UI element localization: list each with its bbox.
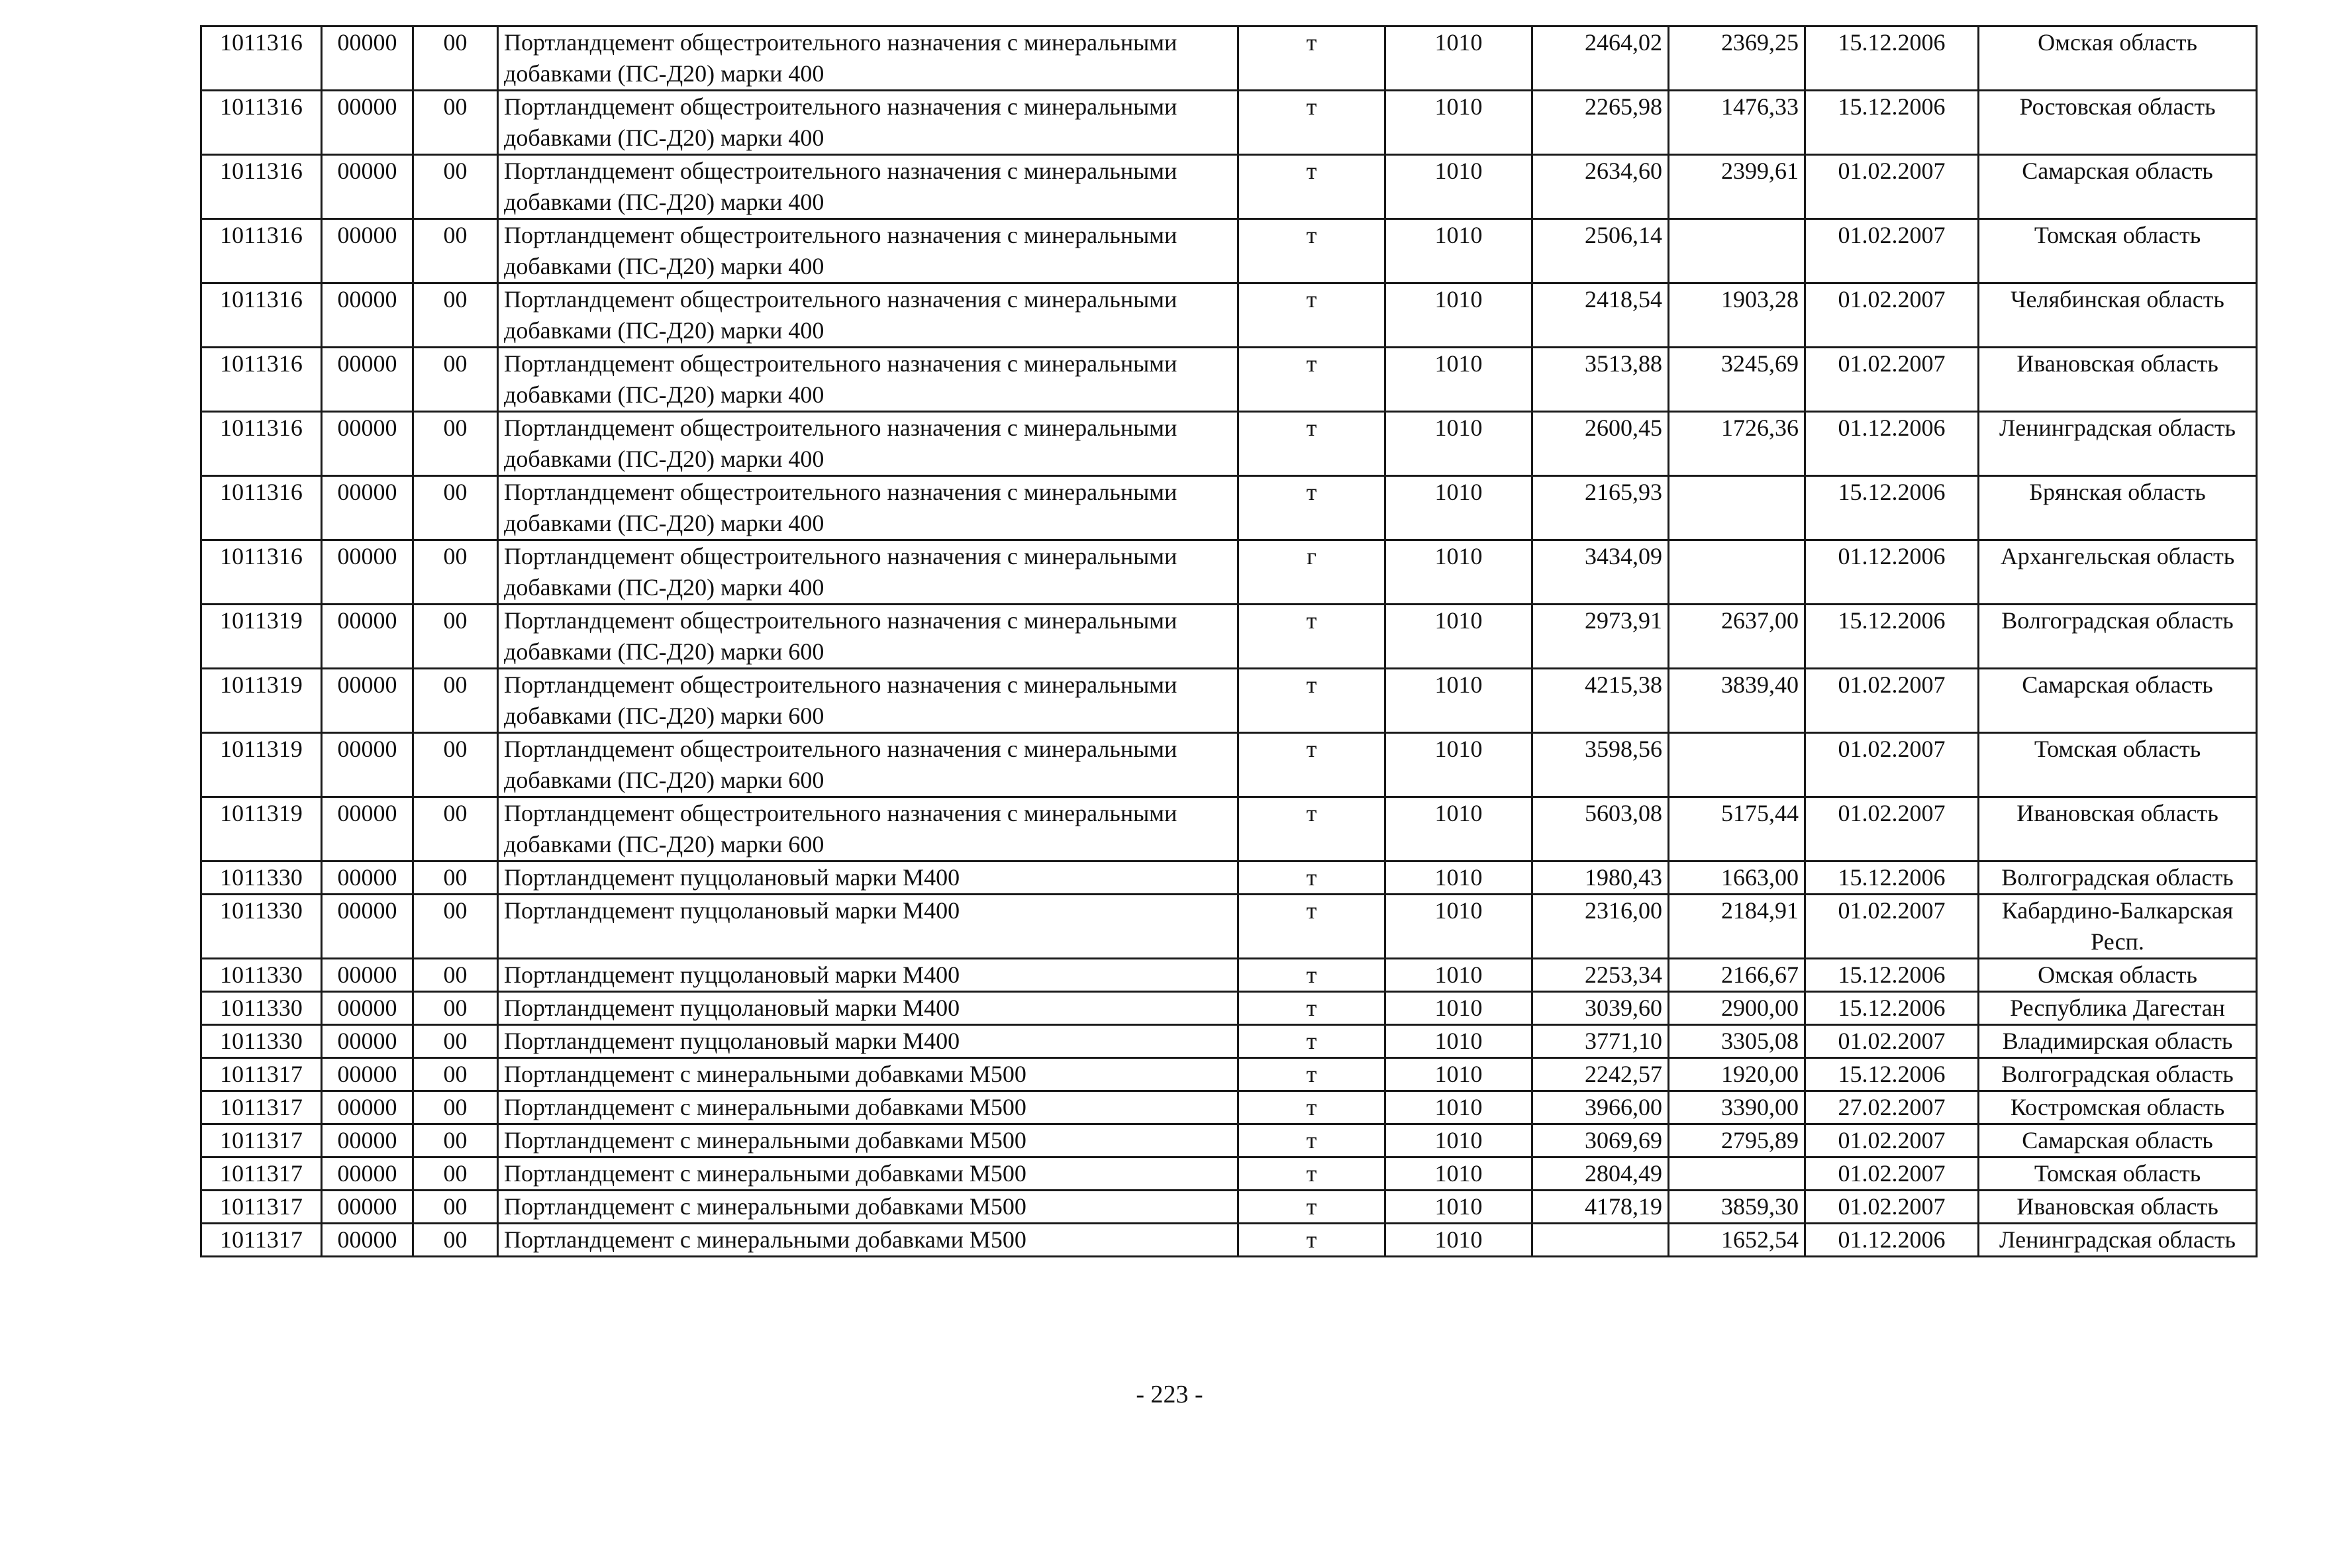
date-cell: 01.12.2006 <box>1805 1224 1979 1257</box>
region-cell: Волгоградская область <box>1979 1058 2257 1091</box>
date-cell: 15.12.2006 <box>1805 476 1979 540</box>
okp-code-cell: 1010 <box>1385 1191 1532 1224</box>
okp-code-cell: 1010 <box>1385 412 1532 476</box>
table-row <box>201 605 2257 669</box>
region-cell: Брянская область <box>1979 476 2257 540</box>
date-cell: 01.02.2007 <box>1805 155 1979 219</box>
okp-code-cell: 1010 <box>1385 605 1532 669</box>
okp-code-cell: 1010 <box>1385 1025 1532 1058</box>
date-cell: 01.02.2007 <box>1805 669 1979 733</box>
date-cell: 15.12.2006 <box>1805 959 1979 992</box>
suffix-code-cell: 00 <box>413 1025 498 1058</box>
price-cell: 2973,91 <box>1532 605 1669 669</box>
okp-code-cell: 1010 <box>1385 1224 1532 1257</box>
table-row <box>201 540 2257 605</box>
region-cell: Владимирская область <box>1979 1025 2257 1058</box>
suffix-code-cell: 00 <box>413 797 498 861</box>
product-name-cell: Портландцемент пуццолановый марки М400 <box>498 959 1238 992</box>
suffix-code-cell: 00 <box>413 669 498 733</box>
product-name-cell: Портландцемент общестроительного назначения с минеральными добавками (ПС-Д20) марки 400 <box>498 283 1238 348</box>
price-secondary-cell: 3305,08 <box>1669 1025 1805 1058</box>
date-cell: 01.02.2007 <box>1805 733 1979 797</box>
okp-code-cell: 1010 <box>1385 348 1532 412</box>
product-name-cell: Портландцемент с минеральными добавками М500 <box>498 1091 1238 1124</box>
suffix-code-cell: 00 <box>413 1224 498 1257</box>
table-row <box>201 992 2257 1025</box>
product-code-cell: 1011316 <box>201 283 322 348</box>
price-secondary-cell: 5175,44 <box>1669 797 1805 861</box>
product-name-cell: Портландцемент общестроительного назначения с минеральными добавками (ПС-Д20) марки 400 <box>498 26 1238 91</box>
sub-code-cell: 00000 <box>322 283 413 348</box>
region-cell: Челябинская область <box>1979 283 2257 348</box>
date-cell: 15.12.2006 <box>1805 861 1979 895</box>
sub-code-cell: 00000 <box>322 992 413 1025</box>
price-secondary-cell <box>1669 476 1805 540</box>
table-row <box>201 91 2257 155</box>
price-secondary-cell: 2900,00 <box>1669 992 1805 1025</box>
table-row <box>201 669 2257 733</box>
price-secondary-cell <box>1669 1157 1805 1191</box>
suffix-code-cell: 00 <box>413 540 498 605</box>
price-secondary-cell: 1476,33 <box>1669 91 1805 155</box>
region-cell: Самарская область <box>1979 1124 2257 1157</box>
price-secondary-cell: 1903,28 <box>1669 283 1805 348</box>
table-row <box>201 283 2257 348</box>
price-secondary-cell: 3839,40 <box>1669 669 1805 733</box>
product-code-cell: 1011317 <box>201 1058 322 1091</box>
table-row <box>201 348 2257 412</box>
unit-cell: т <box>1238 669 1385 733</box>
price-secondary-cell: 1920,00 <box>1669 1058 1805 1091</box>
region-cell: Омская область <box>1979 959 2257 992</box>
unit-cell: т <box>1238 412 1385 476</box>
suffix-code-cell: 00 <box>413 895 498 959</box>
okp-code-cell: 1010 <box>1385 155 1532 219</box>
price-cell: 2600,45 <box>1532 412 1669 476</box>
price-cell: 3598,56 <box>1532 733 1669 797</box>
table-row <box>201 219 2257 283</box>
sub-code-cell: 00000 <box>322 733 413 797</box>
price-cell: 2265,98 <box>1532 91 1669 155</box>
product-name-cell: Портландцемент с минеральными добавками М500 <box>498 1191 1238 1224</box>
region-cell: Томская область <box>1979 219 2257 283</box>
okp-code-cell: 1010 <box>1385 669 1532 733</box>
unit-cell: т <box>1238 733 1385 797</box>
product-code-cell: 1011317 <box>201 1091 322 1124</box>
region-cell: Ивановская область <box>1979 797 2257 861</box>
product-name-cell: Портландцемент с минеральными добавками М500 <box>498 1157 1238 1191</box>
price-secondary-cell: 3245,69 <box>1669 348 1805 412</box>
product-code-cell: 1011330 <box>201 992 322 1025</box>
table-row <box>201 26 2257 91</box>
date-cell: 01.02.2007 <box>1805 283 1979 348</box>
table-row <box>201 1224 2257 1257</box>
table-row <box>201 1058 2257 1091</box>
region-cell: Волгоградская область <box>1979 605 2257 669</box>
price-secondary-cell <box>1669 219 1805 283</box>
sub-code-cell: 00000 <box>322 348 413 412</box>
product-name-cell: Портландцемент общестроительного назначения с минеральными добавками (ПС-Д20) марки 600 <box>498 797 1238 861</box>
date-cell: 27.02.2007 <box>1805 1091 1979 1124</box>
region-cell: Волгоградская область <box>1979 861 2257 895</box>
price-secondary-cell: 3390,00 <box>1669 1091 1805 1124</box>
suffix-code-cell: 00 <box>413 283 498 348</box>
table-row <box>201 1124 2257 1157</box>
product-code-cell: 1011317 <box>201 1124 322 1157</box>
region-cell: Томская область <box>1979 733 2257 797</box>
suffix-code-cell: 00 <box>413 861 498 895</box>
table-row <box>201 1157 2257 1191</box>
price-cell <box>1532 1224 1669 1257</box>
product-code-cell: 1011317 <box>201 1157 322 1191</box>
okp-code-cell: 1010 <box>1385 733 1532 797</box>
region-cell: Кабардино-Балкарская Респ. <box>1979 895 2257 959</box>
region-cell: Ленинградская область <box>1979 412 2257 476</box>
date-cell: 15.12.2006 <box>1805 605 1979 669</box>
date-cell: 01.02.2007 <box>1805 797 1979 861</box>
okp-code-cell: 1010 <box>1385 895 1532 959</box>
price-cell: 2165,93 <box>1532 476 1669 540</box>
sub-code-cell: 00000 <box>322 605 413 669</box>
okp-code-cell: 1010 <box>1385 540 1532 605</box>
sub-code-cell: 00000 <box>322 669 413 733</box>
table-row <box>201 1025 2257 1058</box>
region-cell: Костромская область <box>1979 1091 2257 1124</box>
unit-cell: т <box>1238 219 1385 283</box>
region-cell: Самарская область <box>1979 669 2257 733</box>
sub-code-cell: 00000 <box>322 91 413 155</box>
date-cell: 01.12.2006 <box>1805 412 1979 476</box>
sub-code-cell: 00000 <box>322 476 413 540</box>
price-secondary-cell: 2637,00 <box>1669 605 1805 669</box>
price-cell: 1980,43 <box>1532 861 1669 895</box>
product-name-cell: Портландцемент общестроительного назначения с минеральными добавками (ПС-Д20) марки 400 <box>498 155 1238 219</box>
suffix-code-cell: 00 <box>413 26 498 91</box>
table-row <box>201 733 2257 797</box>
product-code-cell: 1011316 <box>201 476 322 540</box>
product-name-cell: Портландцемент пуццолановый марки М400 <box>498 895 1238 959</box>
unit-cell: т <box>1238 1058 1385 1091</box>
unit-cell: т <box>1238 797 1385 861</box>
price-cell: 4178,19 <box>1532 1191 1669 1224</box>
suffix-code-cell: 00 <box>413 992 498 1025</box>
product-name-cell: Портландцемент с минеральными добавками М500 <box>498 1058 1238 1091</box>
date-cell: 01.02.2007 <box>1805 1157 1979 1191</box>
suffix-code-cell: 00 <box>413 605 498 669</box>
product-code-cell: 1011330 <box>201 861 322 895</box>
unit-cell: т <box>1238 861 1385 895</box>
table-row <box>201 412 2257 476</box>
product-code-cell: 1011330 <box>201 959 322 992</box>
date-cell: 01.02.2007 <box>1805 348 1979 412</box>
okp-code-cell: 1010 <box>1385 91 1532 155</box>
table-row <box>201 1091 2257 1124</box>
price-secondary-cell: 2369,25 <box>1669 26 1805 91</box>
product-code-cell: 1011317 <box>201 1191 322 1224</box>
product-name-cell: Портландцемент пуццолановый марки М400 <box>498 992 1238 1025</box>
sub-code-cell: 00000 <box>322 1058 413 1091</box>
product-name-cell: Портландцемент общестроительного назначения с минеральными добавками (ПС-Д20) марки 400 <box>498 540 1238 605</box>
price-cell: 3771,10 <box>1532 1025 1669 1058</box>
product-code-cell: 1011330 <box>201 895 322 959</box>
price-cell: 2506,14 <box>1532 219 1669 283</box>
table-body <box>201 26 2257 1257</box>
region-cell: Омская область <box>1979 26 2257 91</box>
price-cell: 3069,69 <box>1532 1124 1669 1157</box>
product-code-cell: 1011316 <box>201 540 322 605</box>
product-name-cell: Портландцемент общестроительного назначения с минеральными добавками (ПС-Д20) марки 600 <box>498 733 1238 797</box>
product-name-cell: Портландцемент общестроительного назначения с минеральными добавками (ПС-Д20) марки 400 <box>498 91 1238 155</box>
suffix-code-cell: 00 <box>413 91 498 155</box>
unit-cell: т <box>1238 1091 1385 1124</box>
product-code-cell: 1011319 <box>201 669 322 733</box>
sub-code-cell: 00000 <box>322 1224 413 1257</box>
product-code-cell: 1011317 <box>201 1224 322 1257</box>
price-cell: 2316,00 <box>1532 895 1669 959</box>
date-cell: 01.02.2007 <box>1805 1025 1979 1058</box>
product-name-cell: Портландцемент общестроительного назначения с минеральными добавками (ПС-Д20) марки 400 <box>498 348 1238 412</box>
price-secondary-cell: 1663,00 <box>1669 861 1805 895</box>
page-number: - 223 - <box>1136 1381 1203 1408</box>
price-secondary-cell <box>1669 733 1805 797</box>
sub-code-cell: 00000 <box>322 1191 413 1224</box>
product-code-cell: 1011316 <box>201 155 322 219</box>
okp-code-cell: 1010 <box>1385 1091 1532 1124</box>
product-name-cell: Портландцемент общестроительного назначения с минеральными добавками (ПС-Д20) марки 600 <box>498 605 1238 669</box>
product-name-cell: Портландцемент общестроительного назначения с минеральными добавками (ПС-Д20) марки 400 <box>498 219 1238 283</box>
price-secondary-cell <box>1669 540 1805 605</box>
sub-code-cell: 00000 <box>322 861 413 895</box>
unit-cell: т <box>1238 605 1385 669</box>
sub-code-cell: 00000 <box>322 219 413 283</box>
price-cell: 2464,02 <box>1532 26 1669 91</box>
okp-code-cell: 1010 <box>1385 861 1532 895</box>
product-code-cell: 1011316 <box>201 412 322 476</box>
product-name-cell: Портландцемент общестроительного назначения с минеральными добавками (ПС-Д20) марки 400 <box>498 412 1238 476</box>
okp-code-cell: 1010 <box>1385 26 1532 91</box>
okp-code-cell: 1010 <box>1385 797 1532 861</box>
sub-code-cell: 00000 <box>322 412 413 476</box>
unit-cell: т <box>1238 91 1385 155</box>
date-cell: 01.02.2007 <box>1805 1191 1979 1224</box>
suffix-code-cell: 00 <box>413 1058 498 1091</box>
date-cell: 15.12.2006 <box>1805 26 1979 91</box>
price-cell: 4215,38 <box>1532 669 1669 733</box>
unit-cell: т <box>1238 1191 1385 1224</box>
product-name-cell: Портландцемент пуццолановый марки М400 <box>498 1025 1238 1058</box>
suffix-code-cell: 00 <box>413 155 498 219</box>
product-code-cell: 1011319 <box>201 733 322 797</box>
region-cell: Томская область <box>1979 1157 2257 1191</box>
product-code-cell: 1011330 <box>201 1025 322 1058</box>
unit-cell: т <box>1238 283 1385 348</box>
price-cell: 2253,34 <box>1532 959 1669 992</box>
region-cell: Самарская область <box>1979 155 2257 219</box>
price-secondary-cell: 1726,36 <box>1669 412 1805 476</box>
region-cell: Архангельская область <box>1979 540 2257 605</box>
okp-code-cell: 1010 <box>1385 1058 1532 1091</box>
table-row <box>201 797 2257 861</box>
sub-code-cell: 00000 <box>322 1124 413 1157</box>
region-cell: Ивановская область <box>1979 1191 2257 1224</box>
sub-code-cell: 00000 <box>322 959 413 992</box>
unit-cell: т <box>1238 348 1385 412</box>
price-cell: 3513,88 <box>1532 348 1669 412</box>
suffix-code-cell: 00 <box>413 412 498 476</box>
product-name-cell: Портландцемент общестроительного назначения с минеральными добавками (ПС-Д20) марки 400 <box>498 476 1238 540</box>
date-cell: 15.12.2006 <box>1805 1058 1979 1091</box>
product-code-cell: 1011316 <box>201 219 322 283</box>
product-code-cell: 1011319 <box>201 797 322 861</box>
price-secondary-cell: 2184,91 <box>1669 895 1805 959</box>
okp-code-cell: 1010 <box>1385 959 1532 992</box>
suffix-code-cell: 00 <box>413 733 498 797</box>
price-cell: 2804,49 <box>1532 1157 1669 1191</box>
date-cell: 01.02.2007 <box>1805 895 1979 959</box>
product-name-cell: Портландцемент с минеральными добавками М500 <box>498 1224 1238 1257</box>
okp-code-cell: 1010 <box>1385 219 1532 283</box>
price-secondary-cell: 2166,67 <box>1669 959 1805 992</box>
price-cell: 3434,09 <box>1532 540 1669 605</box>
unit-cell: т <box>1238 1025 1385 1058</box>
okp-code-cell: 1010 <box>1385 283 1532 348</box>
region-cell: Ростовская область <box>1979 91 2257 155</box>
date-cell: 01.02.2007 <box>1805 219 1979 283</box>
price-secondary-cell: 1652,54 <box>1669 1224 1805 1257</box>
table-row <box>201 959 2257 992</box>
sub-code-cell: 00000 <box>322 797 413 861</box>
suffix-code-cell: 00 <box>413 1157 498 1191</box>
region-cell: Ивановская область <box>1979 348 2257 412</box>
sub-code-cell: 00000 <box>322 26 413 91</box>
product-name-cell: Портландцемент с минеральными добавками М500 <box>498 1124 1238 1157</box>
unit-cell: т <box>1238 959 1385 992</box>
unit-cell: т <box>1238 155 1385 219</box>
okp-code-cell: 1010 <box>1385 1124 1532 1157</box>
unit-cell: т <box>1238 26 1385 91</box>
suffix-code-cell: 00 <box>413 348 498 412</box>
price-cell: 5603,08 <box>1532 797 1669 861</box>
table-row <box>201 1191 2257 1224</box>
price-table <box>200 25 2258 1257</box>
price-cell: 3039,60 <box>1532 992 1669 1025</box>
product-code-cell: 1011316 <box>201 91 322 155</box>
product-name-cell: Портландцемент общестроительного назначения с минеральными добавками (ПС-Д20) марки 600 <box>498 669 1238 733</box>
date-cell: 15.12.2006 <box>1805 992 1979 1025</box>
sub-code-cell: 00000 <box>322 155 413 219</box>
date-cell: 01.02.2007 <box>1805 1124 1979 1157</box>
date-cell: 01.12.2006 <box>1805 540 1979 605</box>
suffix-code-cell: 00 <box>413 219 498 283</box>
sub-code-cell: 00000 <box>322 540 413 605</box>
suffix-code-cell: 00 <box>413 1191 498 1224</box>
price-cell: 2634,60 <box>1532 155 1669 219</box>
sub-code-cell: 00000 <box>322 1157 413 1191</box>
sub-code-cell: 00000 <box>322 1091 413 1124</box>
okp-code-cell: 1010 <box>1385 476 1532 540</box>
price-cell: 3966,00 <box>1532 1091 1669 1124</box>
unit-cell: т <box>1238 476 1385 540</box>
table-row <box>201 861 2257 895</box>
table-row <box>201 476 2257 540</box>
date-cell: 15.12.2006 <box>1805 91 1979 155</box>
product-code-cell: 1011316 <box>201 26 322 91</box>
product-code-cell: 1011319 <box>201 605 322 669</box>
suffix-code-cell: 00 <box>413 959 498 992</box>
product-name-cell: Портландцемент пуццолановый марки М400 <box>498 861 1238 895</box>
unit-cell: т <box>1238 1124 1385 1157</box>
sub-code-cell: 00000 <box>322 1025 413 1058</box>
unit-cell: т <box>1238 1224 1385 1257</box>
suffix-code-cell: 00 <box>413 1124 498 1157</box>
region-cell: Республика Дагестан <box>1979 992 2257 1025</box>
product-code-cell: 1011316 <box>201 348 322 412</box>
unit-cell: т <box>1238 1157 1385 1191</box>
suffix-code-cell: 00 <box>413 476 498 540</box>
table-row <box>201 155 2257 219</box>
price-cell: 2418,54 <box>1532 283 1669 348</box>
okp-code-cell: 1010 <box>1385 992 1532 1025</box>
okp-code-cell: 1010 <box>1385 1157 1532 1191</box>
table-row <box>201 895 2257 959</box>
price-secondary-cell: 2399,61 <box>1669 155 1805 219</box>
price-secondary-cell: 2795,89 <box>1669 1124 1805 1157</box>
region-cell: Ленинградская область <box>1979 1224 2257 1257</box>
unit-cell: г <box>1238 540 1385 605</box>
sub-code-cell: 00000 <box>322 895 413 959</box>
price-cell: 2242,57 <box>1532 1058 1669 1091</box>
unit-cell: т <box>1238 895 1385 959</box>
price-secondary-cell: 3859,30 <box>1669 1191 1805 1224</box>
suffix-code-cell: 00 <box>413 1091 498 1124</box>
unit-cell: т <box>1238 992 1385 1025</box>
